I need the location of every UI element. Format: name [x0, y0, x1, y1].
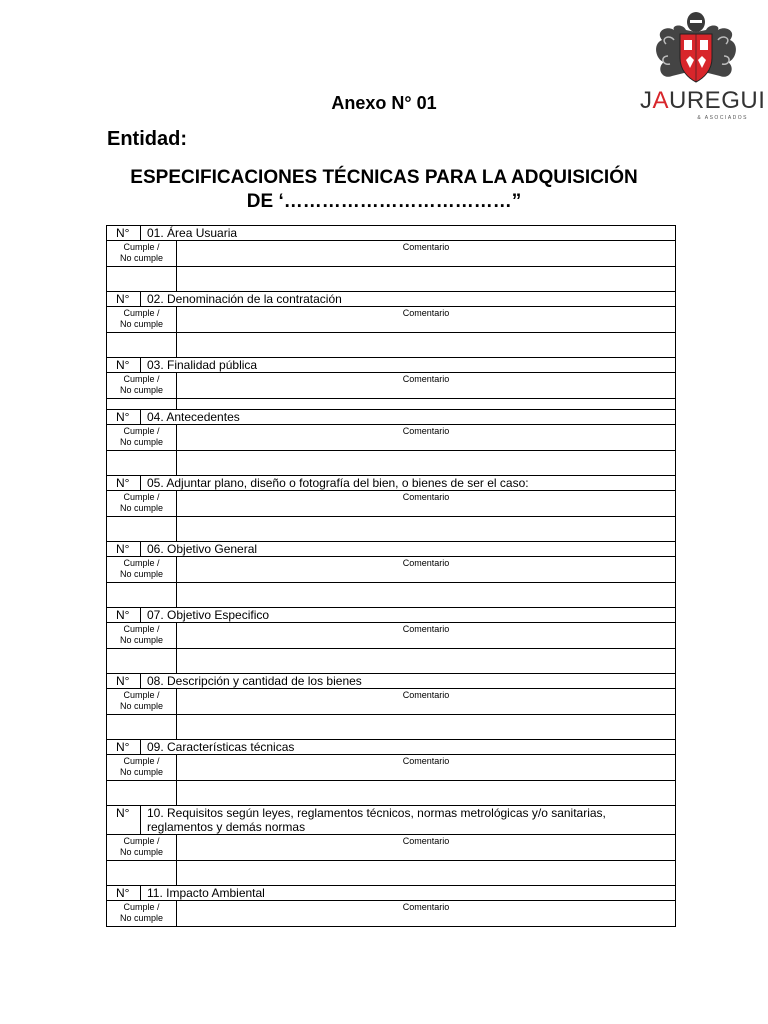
cumple-input-cell[interactable] [107, 781, 177, 805]
form-section [106, 740, 676, 806]
cumple-label [107, 755, 177, 780]
section-header [106, 608, 676, 623]
cumple-label-line-1: Cumple / [123, 308, 160, 318]
cumple-input-cell[interactable] [107, 715, 177, 739]
cumple-input-cell[interactable] [107, 583, 177, 607]
section-header [106, 292, 676, 307]
comment-label: Comentario [402, 624, 450, 634]
entity-label: Entidad: [107, 128, 187, 150]
section-input-row [106, 399, 676, 410]
section-label-row [106, 755, 676, 781]
section-label-row [106, 307, 676, 333]
cumple-label-line-2: No cumple [119, 385, 164, 395]
cumple-label-line-2: No cumple [119, 767, 164, 777]
comment-label: Comentario [402, 902, 450, 912]
section-label-row [106, 241, 676, 267]
comment-input-cell[interactable] [177, 861, 675, 885]
cumple-label-line-1: Cumple / [123, 558, 160, 568]
comment-input-cell[interactable] [177, 333, 675, 357]
section-input-row [106, 333, 676, 358]
cumple-label-line-2: No cumple [119, 253, 164, 263]
cumple-input-cell[interactable] [107, 649, 177, 673]
section-title: 01. Área Usuaria [147, 226, 238, 240]
cumple-label-line-1: Cumple / [123, 492, 160, 502]
cumple-label [107, 307, 177, 332]
form-section [106, 886, 676, 927]
cumple-label-line-1: Cumple / [123, 902, 160, 912]
section-header [106, 476, 676, 491]
section-label-row [106, 901, 676, 927]
section-number-label: N° [107, 226, 141, 240]
cumple-label-line-1: Cumple / [123, 426, 160, 436]
comment-label: Comentario [402, 308, 450, 318]
cumple-label [107, 425, 177, 450]
cumple-label [107, 241, 177, 266]
annex-title: Anexo N° 01 [331, 93, 437, 113]
section-number-label: N° [107, 740, 141, 754]
cumple-input-cell[interactable] [107, 333, 177, 357]
section-header [106, 358, 676, 373]
section-input-row [106, 781, 676, 806]
comment-input-cell[interactable] [177, 583, 675, 607]
cumple-input-cell[interactable] [107, 267, 177, 291]
section-number-label: N° [107, 476, 141, 490]
section-label-row [106, 425, 676, 451]
section-header [106, 542, 676, 557]
crest-icon [640, 10, 752, 88]
section-title: 09. Características técnicas [147, 740, 295, 754]
comment-label: Comentario [402, 492, 450, 502]
comment-input-cell[interactable] [177, 715, 675, 739]
cumple-input-cell[interactable] [107, 399, 177, 409]
cumple-label [107, 623, 177, 648]
section-number-label: N° [107, 806, 141, 834]
cumple-label-line-1: Cumple / [123, 242, 160, 252]
section-input-row [106, 583, 676, 608]
section-input-row [106, 861, 676, 886]
section-title: 03. Finalidad pública [147, 358, 258, 372]
cumple-input-cell[interactable] [107, 517, 177, 541]
cumple-input-cell[interactable] [107, 861, 177, 885]
comment-input-cell[interactable] [177, 517, 675, 541]
heading-line-1: ESPECIFICACIONES TÉCNICAS PARA LA ADQUISICIÓN [130, 167, 638, 188]
section-input-row [106, 715, 676, 740]
section-input-row [106, 649, 676, 674]
cumple-input-cell[interactable] [107, 451, 177, 475]
cumple-label-line-2: No cumple [119, 701, 164, 711]
form-section [106, 542, 676, 608]
form-section [106, 674, 676, 740]
comment-input-cell[interactable] [177, 399, 675, 409]
cumple-label-line-1: Cumple / [123, 690, 160, 700]
section-number-label: N° [107, 410, 141, 424]
form-section [106, 225, 676, 292]
section-header [106, 225, 676, 241]
cumple-label [107, 491, 177, 516]
comment-input-cell[interactable] [177, 451, 675, 475]
logo-brand-text: JAUREGUI [640, 87, 766, 114]
comment-label: Comentario [402, 374, 450, 384]
comment-label: Comentario [402, 836, 450, 846]
section-number-label: N° [107, 292, 141, 306]
form-section [106, 476, 676, 542]
section-header [106, 886, 676, 901]
section-title: 05. Adjuntar plano, diseño o fotografía del bien, o bienes de ser el caso: [147, 476, 529, 490]
section-header [106, 740, 676, 755]
section-label-row [106, 835, 676, 861]
comment-label: Comentario [402, 426, 450, 436]
form-section [106, 410, 676, 476]
comment-input-cell[interactable] [177, 267, 675, 291]
cumple-label-line-2: No cumple [119, 913, 164, 923]
form-section [106, 358, 676, 410]
section-number-label: N° [107, 358, 141, 372]
logo-subtitle: & ASOCIADOS [697, 115, 748, 121]
cumple-label [107, 689, 177, 714]
section-title: 10. Requisitos según leyes, reglamentos técnicos, normas metrológicas y/o sanitarias, reglamentos y demás normas [147, 806, 606, 834]
section-label-row [106, 491, 676, 517]
section-label-row [106, 373, 676, 399]
section-title: 11. Impacto Ambiental [147, 886, 265, 900]
cumple-label-line-1: Cumple / [123, 374, 160, 384]
cumple-label [107, 557, 177, 582]
cumple-label-line-2: No cumple [119, 569, 164, 579]
comment-input-cell[interactable] [177, 781, 675, 805]
section-number-label: N° [107, 674, 141, 688]
cumple-label-line-1: Cumple / [123, 756, 160, 766]
section-input-row [106, 451, 676, 476]
form-section [106, 806, 676, 886]
form-section [106, 608, 676, 674]
cumple-label-line-2: No cumple [119, 319, 164, 329]
section-title: 04. Antecedentes [147, 410, 240, 424]
section-number-label: N° [107, 542, 141, 556]
section-title: 06. Objetivo General [147, 542, 258, 556]
comment-label: Comentario [402, 756, 450, 766]
document-heading [90, 166, 678, 214]
cumple-label [107, 835, 177, 860]
cumple-label-line-1: Cumple / [123, 624, 160, 634]
cumple-label [107, 901, 177, 926]
comment-label: Comentario [402, 690, 450, 700]
cumple-label-line-2: No cumple [119, 847, 164, 857]
section-title: 08. Descripción y cantidad de los bienes [147, 674, 362, 688]
section-input-row [106, 267, 676, 292]
cumple-label-line-2: No cumple [119, 437, 164, 447]
section-header [106, 806, 676, 835]
section-header [106, 674, 676, 689]
comment-input-cell[interactable] [177, 649, 675, 673]
section-title: 02. Denominación de la contratación [147, 292, 342, 306]
section-header [106, 410, 676, 425]
cumple-label [107, 373, 177, 398]
section-label-row [106, 689, 676, 715]
comment-label: Comentario [402, 242, 450, 252]
comment-label: Comentario [402, 558, 450, 568]
section-number-label: N° [107, 886, 141, 900]
form-section [106, 292, 676, 358]
heading-line-2: DE ‘………………………………” [246, 191, 522, 212]
section-number-label: N° [107, 608, 141, 622]
section-input-row [106, 517, 676, 542]
section-title: 07. Objetivo Especifico [147, 608, 270, 622]
specifications-form [106, 225, 676, 927]
cumple-label-line-2: No cumple [119, 503, 164, 513]
section-label-row [106, 557, 676, 583]
cumple-label-line-2: No cumple [119, 635, 164, 645]
section-label-row [106, 623, 676, 649]
cumple-label-line-1: Cumple / [123, 836, 160, 846]
